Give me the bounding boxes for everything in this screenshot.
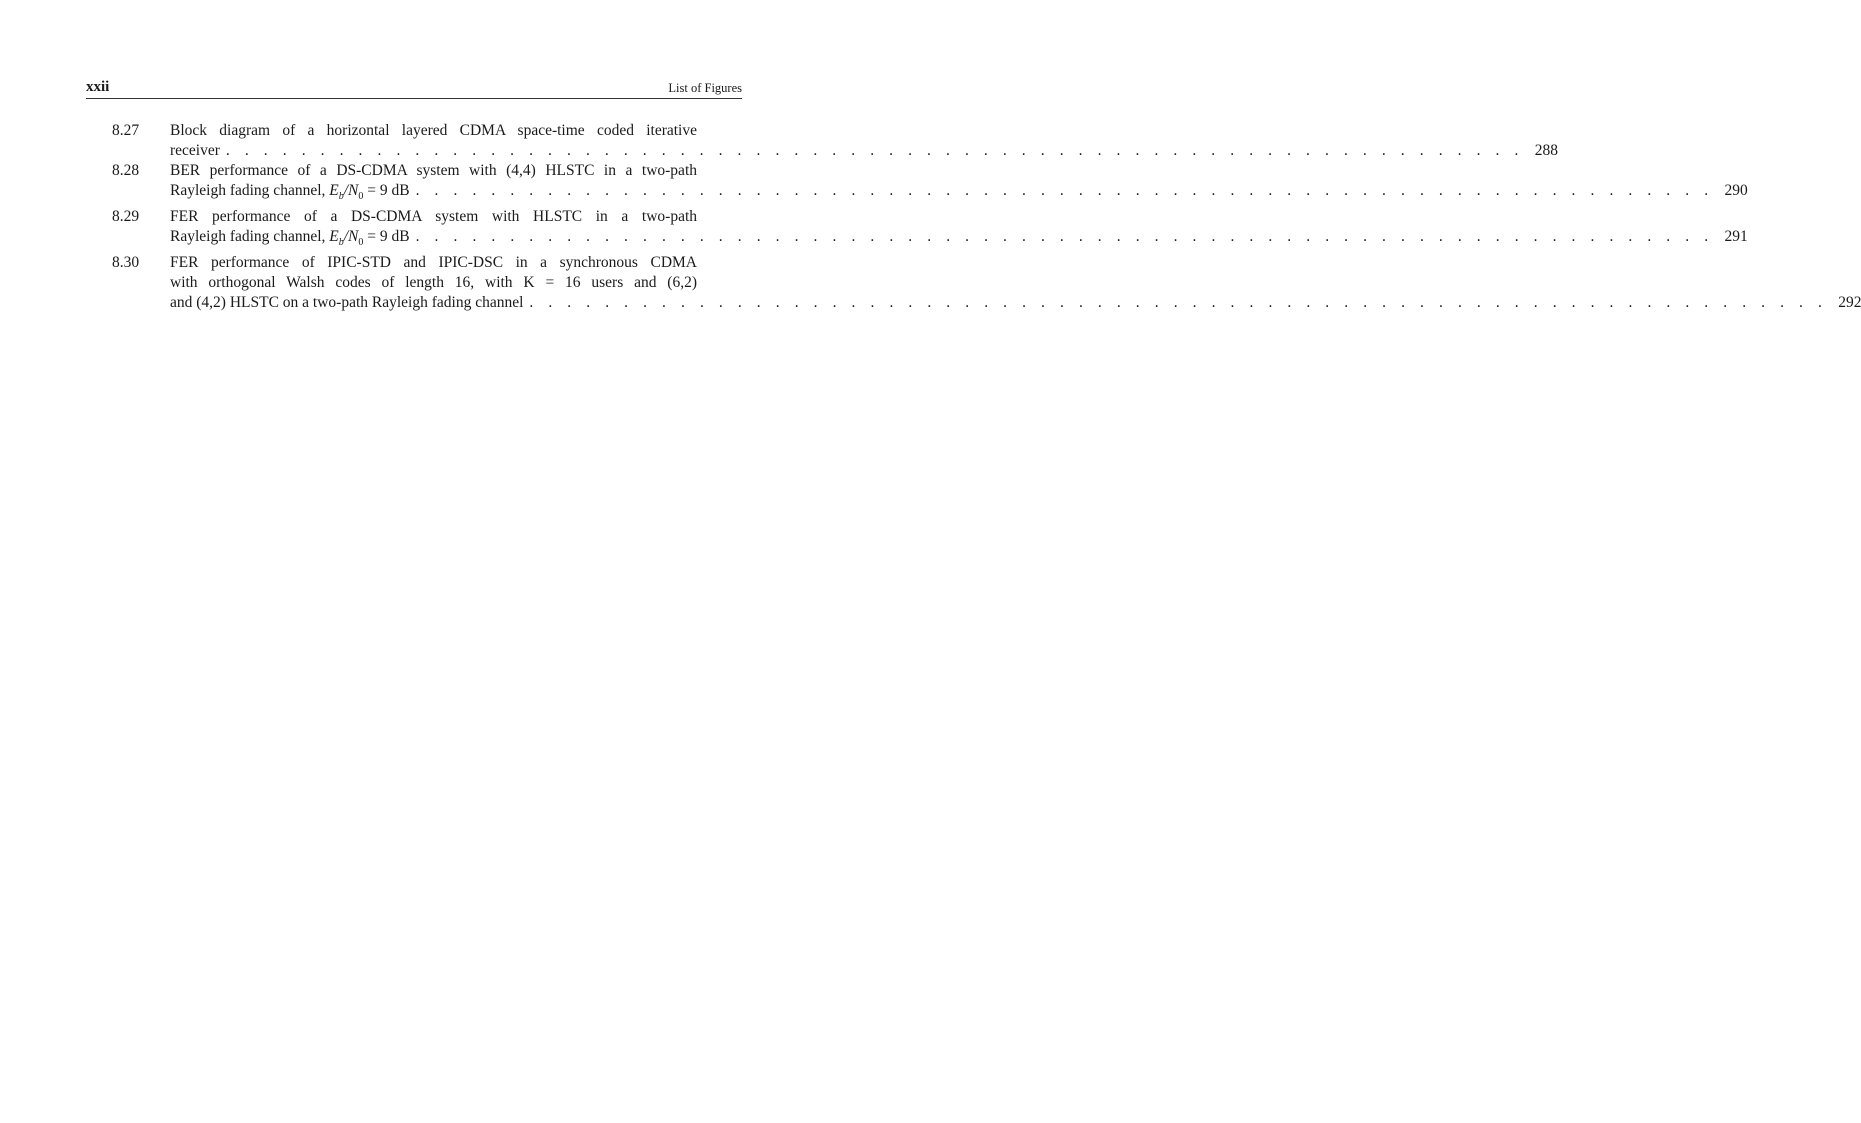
figure-caption [170,253,1861,313]
caption-last-line [170,293,1861,313]
figure-entry[interactable] [86,253,1861,313]
math-symbol: E [329,228,339,246]
figure-number: 8.28 [112,162,140,179]
caption-line [170,227,410,253]
caption-last-line [170,227,1748,253]
caption-last-line [170,181,1748,207]
math-subscript: 0 [358,191,364,203]
figure-entry[interactable] [86,207,1748,253]
math-symbol: N [348,182,359,199]
math-eb-n0: $E_b/N_0$ [329,228,364,249]
figure-entry[interactable] [86,161,1748,207]
running-head: List of Figures [668,81,742,95]
caption-text: = 9 dB [363,182,410,199]
math-subscript: 0 [358,237,364,249]
page-reference[interactable]: 290 [1724,182,1748,199]
dot-leaders: . . . . . . . . . . . . . . . . . . . . . . . . . . . . . . . . . . . . . . . . . . . . . . . . . . . . . . . . . . . . . . . . . . . . . [415,228,1714,246]
dot-leaders: . . . . . . . . . . . . . . . . . . . . . . . . . . . . . . . . . . . . . . . . . . . . . . . . . . . . . . . . . . . . . . . . . . . . . [415,182,1714,199]
figure-caption [170,161,1748,207]
caption-text: Rayleigh fading channel, [170,228,330,246]
list-of-figures [86,121,1861,313]
math-symbol: E [329,182,339,199]
page-header [86,78,742,99]
page-reference[interactable]: 291 [1724,228,1748,246]
figure-entry[interactable] [86,121,1558,161]
caption-line: Block diagram of a horizontal layered CDMA space-time coded iterative [170,122,697,139]
dot-leaders: . . . . . . . . . . . . . . . . . . . . . . . . . . . . . . . . . . . . . . . . . . . . . . . . . . . . . . . . . . . . . . . . . . . . . [225,142,1524,159]
math-subscript: b [338,237,344,249]
figure-caption [170,121,1558,161]
figure-number: 8.29 [112,208,140,226]
caption-last-line [170,141,1558,161]
page-reference[interactable]: 288 [1534,142,1558,159]
figure-caption [170,207,1748,253]
page-reference[interactable]: 292 [1838,294,1861,312]
figure-number: 8.27 [112,122,140,139]
caption-line: receiver [170,142,220,159]
caption-line: BER performance of a DS-CDMA system with (4,4) HLSTC in a two-path [170,162,697,179]
caption-text: Rayleigh fading channel, [170,182,330,199]
caption-line: FER performance of IPIC-STD and IPIC-DSC in a synchronous CDMA [170,254,697,272]
caption-line: and (4,2) HLSTC on a two-path Rayleigh fading channel [170,294,524,312]
caption-line: FER performance of a DS-CDMA system with HLSTC in a two-path [170,208,697,226]
figure-number: 8.30 [112,254,140,272]
math-eb-n0: $E_b/N_0$ [329,182,364,203]
caption-line: with orthogonal Walsh codes of length 16, with K = 16 users and (6,2) [170,274,697,292]
page-number: xxii [86,79,110,95]
caption-line [170,181,410,207]
dot-leaders: . . . . . . . . . . . . . . . . . . . . . . . . . . . . . . . . . . . . . . . . . . . . . . . . . . . . . . . . . . . . . . . . . . . . . [529,294,1828,312]
math-symbol: N [348,228,359,246]
math-subscript: b [338,191,344,203]
caption-text: = 9 dB [363,228,410,246]
